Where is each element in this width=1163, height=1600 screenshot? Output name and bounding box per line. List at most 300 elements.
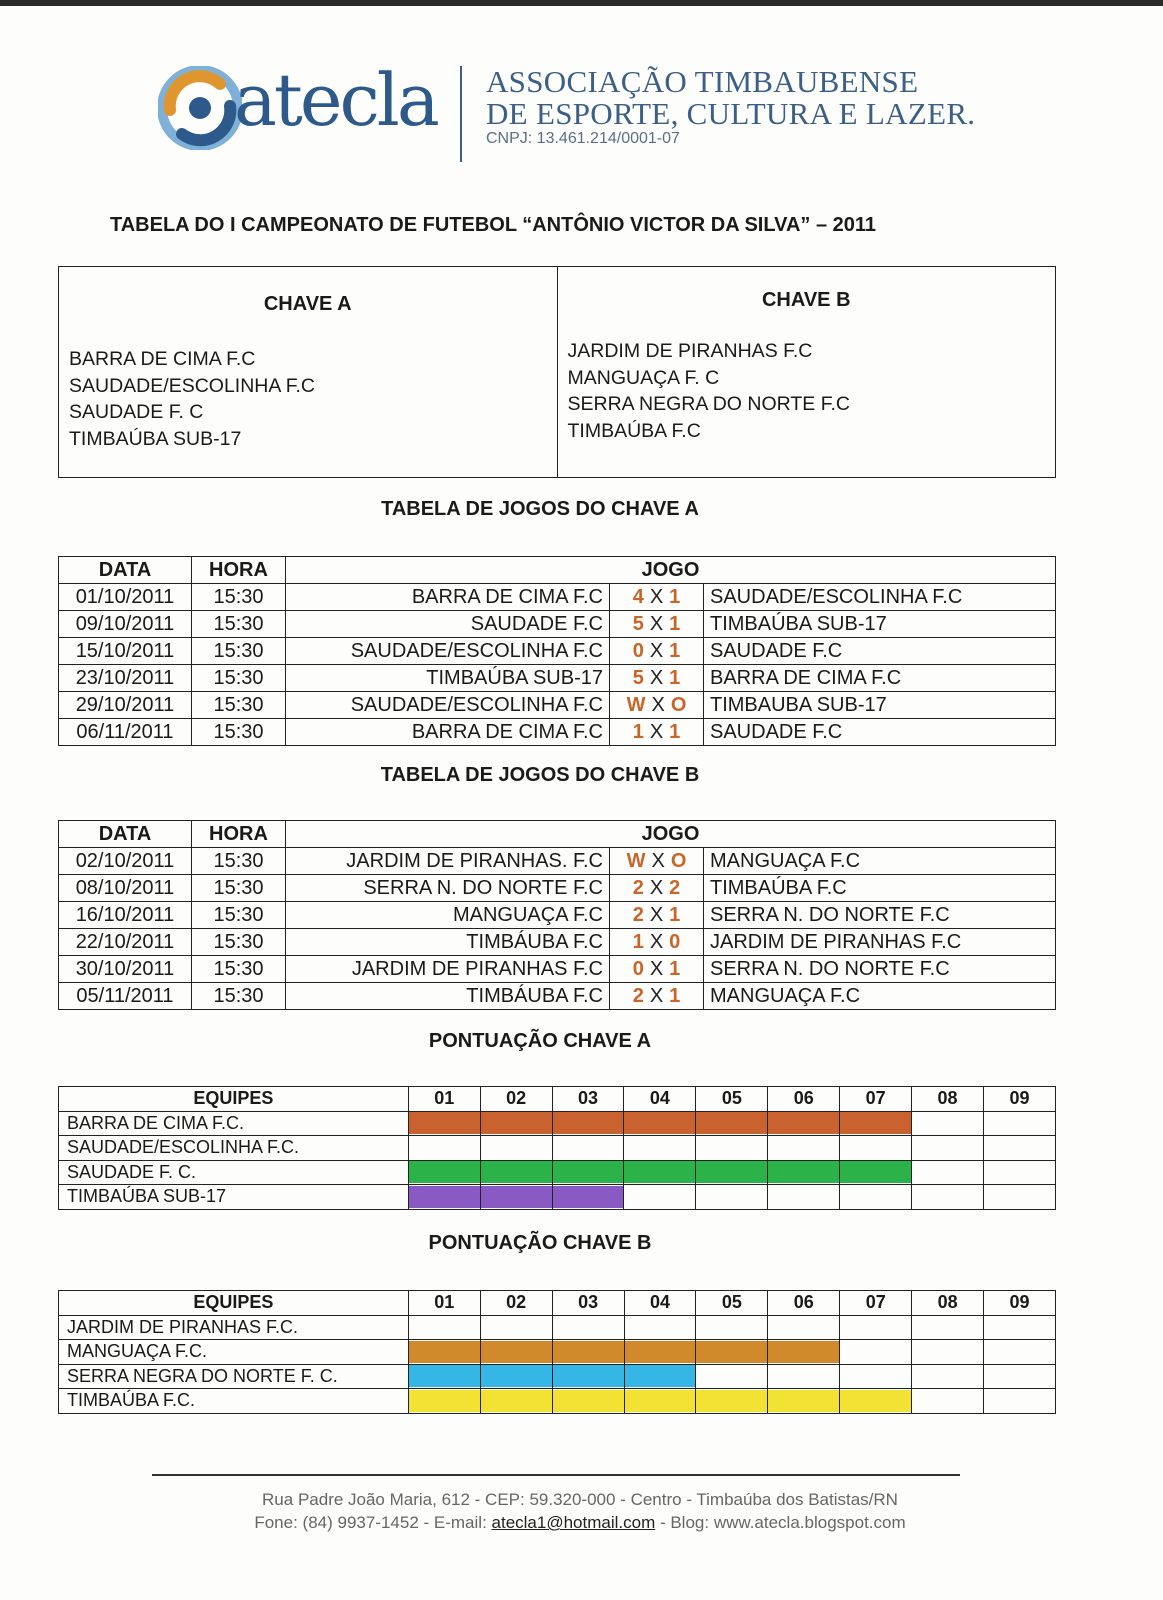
page-title: TABELA DO I CAMPEONATO DE FUTEBOL “ANTÔNIO VICTOR DA SILVA” – 2011 xyxy=(110,214,877,236)
points-team: TIMBAÚBA SUB-17 xyxy=(59,1185,409,1210)
point-cell xyxy=(624,1136,696,1161)
match-time: 15:30 xyxy=(192,902,286,929)
footer-blog: - Blog: www.atecla.blogspot.com xyxy=(655,1513,906,1532)
home-score: 2 xyxy=(632,876,644,899)
point-fill xyxy=(625,1365,696,1387)
point-cell xyxy=(552,1160,624,1185)
point-column-header: 02 xyxy=(480,1087,552,1112)
home-team: TIMBAÚBA SUB-17 xyxy=(286,665,610,692)
point-fill xyxy=(768,1390,839,1412)
point-cell xyxy=(696,1389,768,1414)
point-fill xyxy=(409,1365,480,1387)
away-team: SERRA N. DO NORTE F.C xyxy=(704,902,1056,929)
point-cell xyxy=(624,1315,696,1340)
point-cell xyxy=(768,1160,840,1185)
point-cell xyxy=(480,1389,552,1414)
time-header: HORA xyxy=(192,821,286,848)
point-cell xyxy=(768,1389,840,1414)
group-b-teams xyxy=(568,338,1046,444)
point-fill xyxy=(624,1161,695,1183)
point-cell xyxy=(912,1364,984,1389)
point-cell xyxy=(912,1160,984,1185)
point-cell xyxy=(480,1315,552,1340)
point-column-header: 09 xyxy=(984,1291,1056,1316)
points-row xyxy=(59,1160,1056,1185)
match-time: 15:30 xyxy=(192,638,286,665)
versus-x: X xyxy=(649,930,664,953)
points-team: TIMBAÚBA F.C. xyxy=(59,1389,409,1414)
point-cell xyxy=(696,1111,768,1136)
away-team: SAUDADE F.C xyxy=(704,719,1056,746)
point-cell xyxy=(912,1185,984,1210)
home-score: 4 xyxy=(632,585,644,608)
point-cell xyxy=(984,1389,1056,1414)
point-fill xyxy=(481,1161,552,1183)
matches-header-row xyxy=(59,821,1056,848)
point-fill xyxy=(840,1161,911,1183)
point-cell xyxy=(840,1340,912,1365)
point-cell xyxy=(624,1185,696,1210)
points-row xyxy=(59,1389,1056,1414)
group-team: TIMBAÚBA F.C xyxy=(567,419,701,442)
point-column-header: 03 xyxy=(552,1087,624,1112)
group-a-title: CHAVE A xyxy=(263,293,352,315)
point-fill xyxy=(409,1161,480,1183)
match-row xyxy=(59,719,1056,746)
away-team: JARDIM DE PIRANHAS F.C xyxy=(704,929,1056,956)
away-score: 0 xyxy=(669,930,681,953)
away-team: MANGUAÇA F.C xyxy=(704,983,1056,1010)
cnpj: CNPJ: 13.461.214/0001-07 xyxy=(486,130,680,147)
away-team: MANGUAÇA F.C xyxy=(704,848,1056,875)
home-team: SAUDADE/ESCOLINHA F.C xyxy=(286,638,610,665)
match-score xyxy=(610,902,704,929)
footer-contact xyxy=(140,1511,1020,1534)
point-fill xyxy=(553,1341,624,1363)
match-date: 08/10/2011 xyxy=(59,875,192,902)
point-fill xyxy=(553,1186,624,1208)
group-a xyxy=(59,267,557,477)
home-score: 1 xyxy=(632,930,644,953)
time-header: HORA xyxy=(192,557,286,584)
points-row xyxy=(59,1111,1056,1136)
point-cell xyxy=(552,1389,624,1414)
points-team: SERRA NEGRA DO NORTE F. C. xyxy=(59,1364,409,1389)
match-date: 02/10/2011 xyxy=(59,848,192,875)
match-time: 15:30 xyxy=(192,875,286,902)
point-cell xyxy=(768,1185,840,1210)
away-team: TIMBAÚBA F.C xyxy=(704,875,1056,902)
home-team: MANGUAÇA F.C xyxy=(286,902,610,929)
points-header-row xyxy=(59,1087,1056,1112)
point-cell xyxy=(408,1389,480,1414)
match-row xyxy=(59,902,1056,929)
point-cell xyxy=(696,1340,768,1365)
org-name-line2: DE ESPORTE, CULTURA E LAZER. xyxy=(486,96,976,131)
match-date: 16/10/2011 xyxy=(59,902,192,929)
point-cell xyxy=(480,1160,552,1185)
match-score xyxy=(610,584,704,611)
match-score xyxy=(610,692,704,719)
match-row xyxy=(59,848,1056,875)
match-score xyxy=(610,875,704,902)
point-cell xyxy=(480,1340,552,1365)
home-team: SERRA N. DO NORTE F.C xyxy=(286,875,610,902)
point-cell xyxy=(552,1185,624,1210)
group-b-title: CHAVE B xyxy=(761,289,851,311)
date-header: DATA xyxy=(59,821,192,848)
header-divider xyxy=(460,66,462,162)
versus-x: X xyxy=(649,639,664,662)
point-cell xyxy=(984,1340,1056,1365)
points-team: BARRA DE CIMA F.C. xyxy=(59,1111,409,1136)
point-cell xyxy=(408,1160,480,1185)
match-score xyxy=(610,929,704,956)
group-b xyxy=(557,267,1056,477)
match-score xyxy=(610,848,704,875)
footer-phone: Fone: (84) 9937-1452 - E-mail: xyxy=(254,1513,492,1532)
point-fill xyxy=(768,1341,839,1363)
match-score xyxy=(610,956,704,983)
away-score: 1 xyxy=(669,903,681,926)
match-row xyxy=(59,692,1056,719)
point-fill xyxy=(409,1186,480,1208)
home-score: 2 xyxy=(632,903,644,926)
point-cell xyxy=(912,1111,984,1136)
point-column-header: 01 xyxy=(408,1291,480,1316)
away-score: O xyxy=(670,849,687,872)
matches-a-title: TABELA DE JOGOS DO CHAVE A xyxy=(381,498,699,520)
point-column-header: 08 xyxy=(912,1087,984,1112)
match-row xyxy=(59,875,1056,902)
match-score xyxy=(610,983,704,1010)
home-team: JARDIM DE PIRANHAS F.C xyxy=(286,956,610,983)
point-fill xyxy=(625,1341,696,1363)
matches-a-table xyxy=(58,556,1056,746)
match-time: 15:30 xyxy=(192,692,286,719)
point-cell xyxy=(984,1136,1056,1161)
match-time: 15:30 xyxy=(192,611,286,638)
point-column-header: 07 xyxy=(840,1291,912,1316)
versus-x: X xyxy=(651,849,665,872)
point-fill xyxy=(553,1390,624,1412)
point-fill xyxy=(624,1112,695,1134)
point-fill xyxy=(840,1390,911,1412)
logo-wordmark: atecla xyxy=(234,58,437,142)
org-name-line1: ASSOCIAÇÃO TIMBAUBENSE xyxy=(486,64,919,99)
home-score: 5 xyxy=(632,666,644,689)
away-team: BARRA DE CIMA F.C xyxy=(704,665,1056,692)
away-team: SAUDADE/ESCOLINHA F.C xyxy=(704,584,1056,611)
match-row xyxy=(59,956,1056,983)
points-header-row xyxy=(59,1291,1056,1316)
matches-b-title: TABELA DE JOGOS DO CHAVE B xyxy=(380,764,700,786)
point-cell xyxy=(912,1389,984,1414)
point-cell xyxy=(840,1185,912,1210)
point-column-header: 06 xyxy=(768,1291,840,1316)
point-cell xyxy=(840,1111,912,1136)
away-score: 1 xyxy=(669,720,681,743)
point-cell xyxy=(408,1185,480,1210)
point-column-header: 01 xyxy=(408,1087,480,1112)
point-column-header: 03 xyxy=(552,1291,624,1316)
points-a-title: PONTUAÇÃO CHAVE A xyxy=(428,1030,652,1052)
home-team: BARRA DE CIMA F.C xyxy=(286,584,610,611)
point-cell xyxy=(696,1315,768,1340)
home-team: BARRA DE CIMA F.C xyxy=(286,719,610,746)
versus-x: X xyxy=(649,666,664,689)
points-b-title: PONTUAÇÃO CHAVE B xyxy=(428,1232,652,1254)
point-fill xyxy=(768,1112,839,1134)
point-fill xyxy=(409,1341,480,1363)
group-team: SERRA NEGRA DO NORTE F.C xyxy=(567,393,850,415)
match-time: 15:30 xyxy=(192,848,286,875)
points-a-table xyxy=(58,1086,1056,1210)
organization-name xyxy=(486,66,975,148)
point-cell xyxy=(696,1136,768,1161)
match-date: 30/10/2011 xyxy=(59,956,192,983)
point-fill xyxy=(840,1112,911,1134)
footer-address: Rua Padre João Maria, 612 - CEP: 59.320-000 - Centro - Timbaúba dos Batistas/RN xyxy=(262,1490,898,1509)
point-cell xyxy=(624,1160,696,1185)
group-team: MANGUAÇA F. C xyxy=(567,366,720,389)
point-fill xyxy=(409,1112,480,1134)
group-team: SAUDADE F. C xyxy=(69,401,204,423)
point-fill xyxy=(768,1161,839,1183)
away-team: SERRA N. DO NORTE F.C xyxy=(704,956,1056,983)
match-row xyxy=(59,584,1056,611)
group-team: SAUDADE/ESCOLINHA F.C xyxy=(69,374,315,397)
point-fill xyxy=(553,1112,624,1134)
away-team: TIMBAUBA SUB-17 xyxy=(704,692,1056,719)
game-header: JOGO xyxy=(286,821,1056,848)
away-score: O xyxy=(670,693,687,716)
groups-box xyxy=(58,266,1056,478)
home-team: TIMBÁUBA F.C xyxy=(286,983,610,1010)
point-cell xyxy=(696,1364,768,1389)
away-score: 1 xyxy=(669,957,681,980)
match-date: 22/10/2011 xyxy=(59,929,192,956)
match-date: 29/10/2011 xyxy=(59,692,192,719)
versus-x: X xyxy=(649,612,664,635)
email-link[interactable]: atecla1@hotmail.com xyxy=(491,1513,656,1532)
point-column-header: 08 xyxy=(912,1291,984,1316)
group-a-teams xyxy=(69,346,547,452)
points-team: SAUDADE/ESCOLINHA F.C. xyxy=(59,1136,409,1161)
away-team: SAUDADE F.C xyxy=(704,638,1056,665)
point-column-header: 06 xyxy=(768,1087,840,1112)
group-team: BARRA DE CIMA F.C xyxy=(69,348,256,370)
point-cell xyxy=(768,1364,840,1389)
away-team: TIMBAÚBA SUB-17 xyxy=(704,611,1056,638)
point-cell xyxy=(912,1340,984,1365)
point-cell xyxy=(768,1136,840,1161)
match-time: 15:30 xyxy=(192,929,286,956)
home-score: 0 xyxy=(632,957,644,980)
versus-x: X xyxy=(649,720,664,743)
versus-x: X xyxy=(649,876,664,899)
point-column-header: 04 xyxy=(624,1291,696,1316)
point-cell xyxy=(624,1389,696,1414)
points-team: JARDIM DE PIRANHAS F.C. xyxy=(59,1315,409,1340)
versus-x: X xyxy=(649,903,664,926)
match-date: 06/11/2011 xyxy=(59,719,192,746)
match-date: 01/10/2011 xyxy=(59,584,192,611)
away-score: 1 xyxy=(669,585,681,608)
versus-x: X xyxy=(649,957,664,980)
home-team: SAUDADE F.C xyxy=(286,611,610,638)
away-score: 2 xyxy=(669,876,681,899)
point-cell xyxy=(408,1315,480,1340)
point-fill xyxy=(481,1112,552,1134)
point-cell xyxy=(912,1315,984,1340)
point-column-header: 04 xyxy=(624,1087,696,1112)
match-row xyxy=(59,929,1056,956)
home-score: W xyxy=(626,693,646,716)
point-cell xyxy=(408,1364,480,1389)
away-score: 1 xyxy=(669,639,681,662)
point-fill xyxy=(696,1112,767,1134)
date-header: DATA xyxy=(59,557,192,584)
point-fill xyxy=(696,1341,767,1363)
point-cell xyxy=(624,1340,696,1365)
point-cell xyxy=(984,1315,1056,1340)
points-row xyxy=(59,1185,1056,1210)
footer xyxy=(140,1488,1020,1534)
matches-b-table xyxy=(58,820,1056,1010)
match-time: 15:30 xyxy=(192,719,286,746)
group-team: TIMBAÚBA SUB-17 xyxy=(69,427,242,450)
point-cell xyxy=(768,1340,840,1365)
home-team: JARDIM DE PIRANHAS. F.C xyxy=(286,848,610,875)
match-date: 09/10/2011 xyxy=(59,611,192,638)
point-cell xyxy=(552,1340,624,1365)
match-time: 15:30 xyxy=(192,983,286,1010)
point-fill xyxy=(409,1390,480,1412)
point-cell xyxy=(696,1185,768,1210)
point-fill xyxy=(481,1341,552,1363)
point-cell xyxy=(840,1315,912,1340)
points-row xyxy=(59,1136,1056,1161)
matches-header-row xyxy=(59,557,1056,584)
page-top-edge xyxy=(0,0,1163,6)
atecla-logo xyxy=(158,58,438,154)
match-score xyxy=(610,665,704,692)
home-score: 2 xyxy=(632,984,644,1007)
point-cell xyxy=(480,1111,552,1136)
point-cell xyxy=(552,1364,624,1389)
match-score xyxy=(610,638,704,665)
point-cell xyxy=(696,1160,768,1185)
home-score: W xyxy=(626,849,646,872)
home-team: TIMBÁUBA F.C xyxy=(286,929,610,956)
away-score: 1 xyxy=(669,984,681,1007)
point-cell xyxy=(984,1111,1056,1136)
away-score: 1 xyxy=(669,612,681,635)
point-cell xyxy=(768,1111,840,1136)
match-time: 15:30 xyxy=(192,665,286,692)
point-cell xyxy=(984,1185,1056,1210)
match-date: 05/11/2011 xyxy=(59,983,192,1010)
atecla-swirl-icon xyxy=(158,66,242,150)
point-column-header: 02 xyxy=(480,1291,552,1316)
point-cell xyxy=(840,1364,912,1389)
match-row xyxy=(59,638,1056,665)
point-column-header: 05 xyxy=(696,1087,768,1112)
points-b-table xyxy=(58,1290,1056,1414)
home-score: 5 xyxy=(632,612,644,635)
match-row xyxy=(59,983,1056,1010)
versus-x: X xyxy=(649,984,664,1007)
game-header: JOGO xyxy=(286,557,1056,584)
match-time: 15:30 xyxy=(192,956,286,983)
points-team: SAUDADE F. C. xyxy=(59,1160,409,1185)
home-score: 1 xyxy=(632,720,644,743)
point-cell xyxy=(840,1389,912,1414)
point-column-header: 09 xyxy=(984,1087,1056,1112)
point-column-header: 05 xyxy=(696,1291,768,1316)
points-row xyxy=(59,1340,1056,1365)
point-fill xyxy=(481,1365,552,1387)
match-score xyxy=(610,719,704,746)
teams-header: EQUIPES xyxy=(59,1087,409,1112)
point-cell xyxy=(480,1185,552,1210)
point-fill xyxy=(696,1390,767,1412)
home-score: 0 xyxy=(632,639,644,662)
match-date: 15/10/2011 xyxy=(59,638,192,665)
points-row xyxy=(59,1364,1056,1389)
point-fill xyxy=(553,1365,624,1387)
away-score: 1 xyxy=(669,666,681,689)
point-fill xyxy=(481,1390,552,1412)
point-column-header: 07 xyxy=(840,1087,912,1112)
point-fill xyxy=(481,1186,552,1208)
footer-divider xyxy=(152,1474,960,1476)
point-cell xyxy=(552,1315,624,1340)
point-cell xyxy=(624,1364,696,1389)
point-cell xyxy=(552,1136,624,1161)
point-fill xyxy=(696,1161,767,1183)
point-cell xyxy=(408,1136,480,1161)
point-cell xyxy=(480,1136,552,1161)
match-score xyxy=(610,611,704,638)
point-cell xyxy=(840,1160,912,1185)
points-team: MANGUAÇA F.C. xyxy=(59,1340,409,1365)
point-cell xyxy=(912,1136,984,1161)
match-time: 15:30 xyxy=(192,584,286,611)
point-fill xyxy=(553,1161,624,1183)
point-cell xyxy=(408,1340,480,1365)
point-cell xyxy=(408,1111,480,1136)
point-cell xyxy=(480,1364,552,1389)
versus-x: X xyxy=(649,585,664,608)
match-row xyxy=(59,665,1056,692)
point-cell xyxy=(840,1136,912,1161)
points-row xyxy=(59,1315,1056,1340)
teams-header: EQUIPES xyxy=(59,1291,409,1316)
match-row xyxy=(59,611,1056,638)
point-cell xyxy=(768,1315,840,1340)
point-fill xyxy=(625,1390,696,1412)
point-cell xyxy=(984,1160,1056,1185)
home-team: SAUDADE/ESCOLINHA F.C xyxy=(286,692,610,719)
group-team: JARDIM DE PIRANHAS F.C xyxy=(567,340,813,362)
match-date: 23/10/2011 xyxy=(59,665,192,692)
point-cell xyxy=(984,1364,1056,1389)
point-cell xyxy=(552,1111,624,1136)
point-cell xyxy=(624,1111,696,1136)
versus-x: X xyxy=(651,693,665,716)
